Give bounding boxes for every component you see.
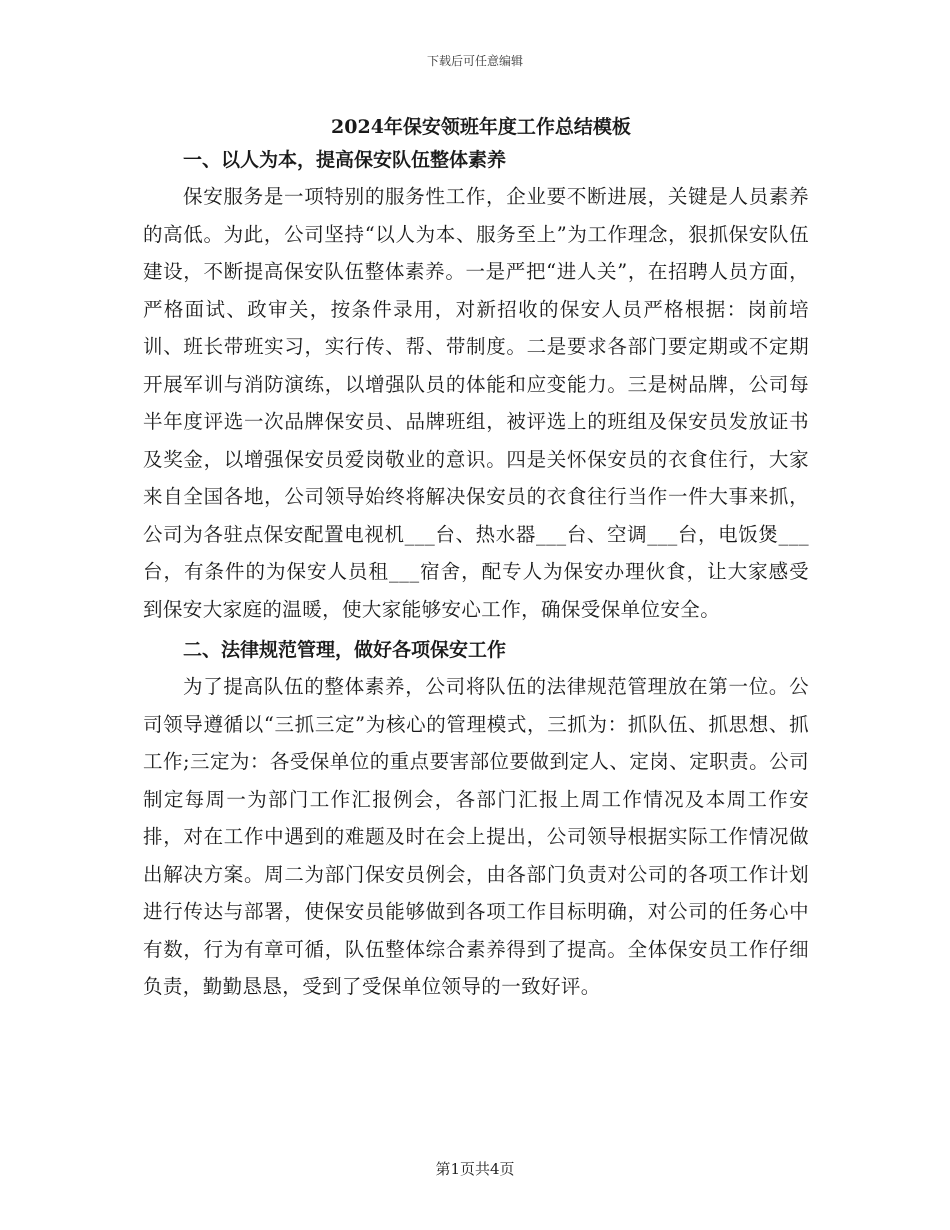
section-heading-2: 二、法律规范管理，做好各项保安工作	[183, 639, 507, 661]
document-body	[143, 112, 809, 1006]
page-number: 第1页共4页	[435, 1160, 515, 1178]
header-note: 下载后可任意编辑	[426, 54, 523, 68]
section-paragraph-2: 为了提高队伍的整体素养，公司将队伍的法律规范管理放在第一位。公司领导遵循以“三抓三定”为核心的管理模式，三抓为：抓队伍、抓思想、抓工作;三定为：各受保单位的重点要害部位要做到定人、定岗、定职责。公司制定每周一为部门工作汇报例会，各部门汇报上周工作情况及本周工作安排，对在工作中遇到的难题及时在会上提出，公司领导根据实际工作情况做出解决方案。周二为部门保安员例会，由各部门负责对公司的各项工作计划进行传达与部署，使保安员能够做到各项工作目标明确，对公司的任务心中有数，行为有章可循，队伍整体综合素养得到了提高。全体保安员工作仔细负责，勤勤恳恳，受到了受保单位领导的一致好评。	[143, 675, 809, 998]
document-title: 2024年保安领班年度工作总结模板	[331, 116, 631, 138]
section-heading-1: 一、以人为本，提高保安队伍整体素养	[183, 149, 507, 171]
section-paragraph-1: 保安服务是一项特别的服务性工作，企业要不断进展，关键是人员素养的高低。为此，公司坚持“以人为本、服务至上”为工作理念，狠抓保安队伍建设，不断提高保安队伍整体素养。一是严把“进人关”，在招聘人员方面，严格面试、政审关，按条件录用，对新招收的保安人员严格根据：岗前培训、班长带班实习，实行传、帮、带制度。二是要求各部门要定期或不定期开展军训与消防演练，以增强队员的体能和应变能力。三是树品牌，公司每半年度评选一次品牌保安员、品牌班组，被评选上的班组及保安员发放证书及奖金，以增强保安员爱岗敬业的意识。四是关怀保安员的衣食住行，大家来自全国各地，公司领导始终将解决保安员的衣食往行当作一件大事来抓，公司为各驻点保安配置电视机___台、热水器___台、空调___台，电饭煲___台，有条件的为保安人员租___宿舍，配专人为保安办理伙食，让大家感受到保安大家庭的温暖，使大家能够安心工作，确保受保单位安全。	[143, 185, 809, 621]
